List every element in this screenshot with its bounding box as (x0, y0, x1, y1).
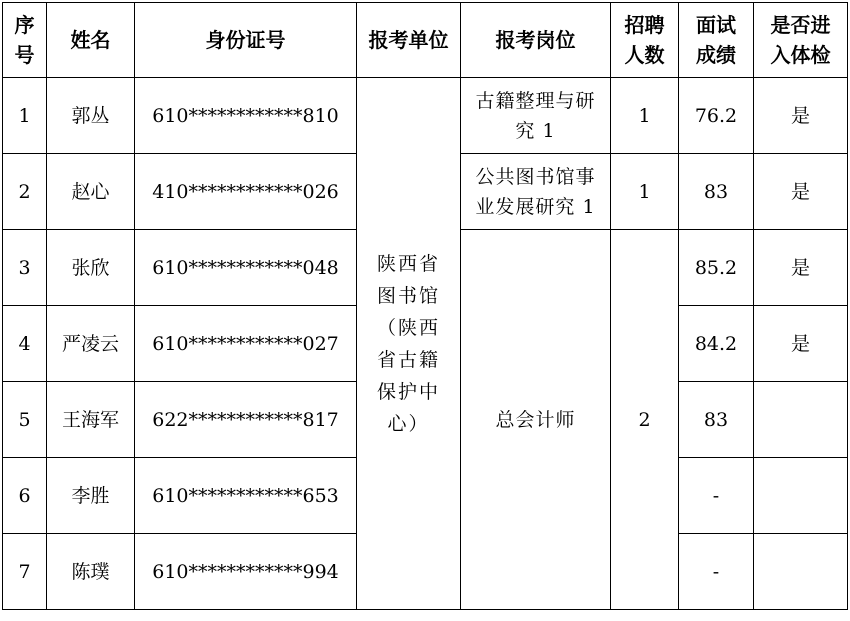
cell-recruit: 1 (611, 154, 679, 230)
cell-score: 83 (679, 154, 754, 230)
cell-name: 严凌云 (47, 306, 135, 382)
cell-exam: 是 (754, 154, 848, 230)
header-id: 身份证号 (135, 3, 357, 78)
cell-unit: 陕西省图书馆（陕西省古籍保护中心） (357, 78, 461, 610)
cell-seq: 1 (3, 78, 47, 154)
cell-score: - (679, 534, 754, 610)
cell-id: 610************027 (135, 306, 357, 382)
cell-name: 赵心 (47, 154, 135, 230)
cell-exam (754, 534, 848, 610)
results-table (2, 2, 848, 610)
header-position: 报考岗位 (461, 3, 611, 78)
cell-score: 85.2 (679, 230, 754, 306)
cell-name: 王海军 (47, 382, 135, 458)
table-row (3, 78, 848, 154)
cell-id: 610************048 (135, 230, 357, 306)
cell-position: 古籍整理与研究 1 (461, 78, 611, 154)
cell-recruit: 1 (611, 78, 679, 154)
cell-score: - (679, 458, 754, 534)
header-score: 面试成绩 (679, 3, 754, 78)
header-row (3, 3, 848, 78)
cell-id: 610************994 (135, 534, 357, 610)
cell-seq: 4 (3, 306, 47, 382)
cell-position: 总会计师 (461, 230, 611, 610)
cell-score: 83 (679, 382, 754, 458)
cell-seq: 7 (3, 534, 47, 610)
cell-seq: 6 (3, 458, 47, 534)
cell-exam: 是 (754, 230, 848, 306)
cell-exam (754, 382, 848, 458)
cell-recruit: 2 (611, 230, 679, 610)
cell-seq: 5 (3, 382, 47, 458)
cell-exam: 是 (754, 306, 848, 382)
cell-seq: 2 (3, 154, 47, 230)
cell-position: 公共图书馆事业发展研究 1 (461, 154, 611, 230)
cell-exam (754, 458, 848, 534)
header-unit: 报考单位 (357, 3, 461, 78)
cell-id: 610************653 (135, 458, 357, 534)
cell-id: 410************026 (135, 154, 357, 230)
cell-name: 李胜 (47, 458, 135, 534)
cell-score: 76.2 (679, 78, 754, 154)
cell-name: 郭丛 (47, 78, 135, 154)
cell-name: 张欣 (47, 230, 135, 306)
cell-name: 陈璞 (47, 534, 135, 610)
header-recruit: 招聘人数 (611, 3, 679, 78)
cell-seq: 3 (3, 230, 47, 306)
cell-score: 84.2 (679, 306, 754, 382)
header-seq: 序号 (3, 3, 47, 78)
header-exam: 是否进入体检 (754, 3, 848, 78)
cell-id: 622************817 (135, 382, 357, 458)
header-name: 姓名 (47, 3, 135, 78)
cell-exam: 是 (754, 78, 848, 154)
cell-id: 610************810 (135, 78, 357, 154)
